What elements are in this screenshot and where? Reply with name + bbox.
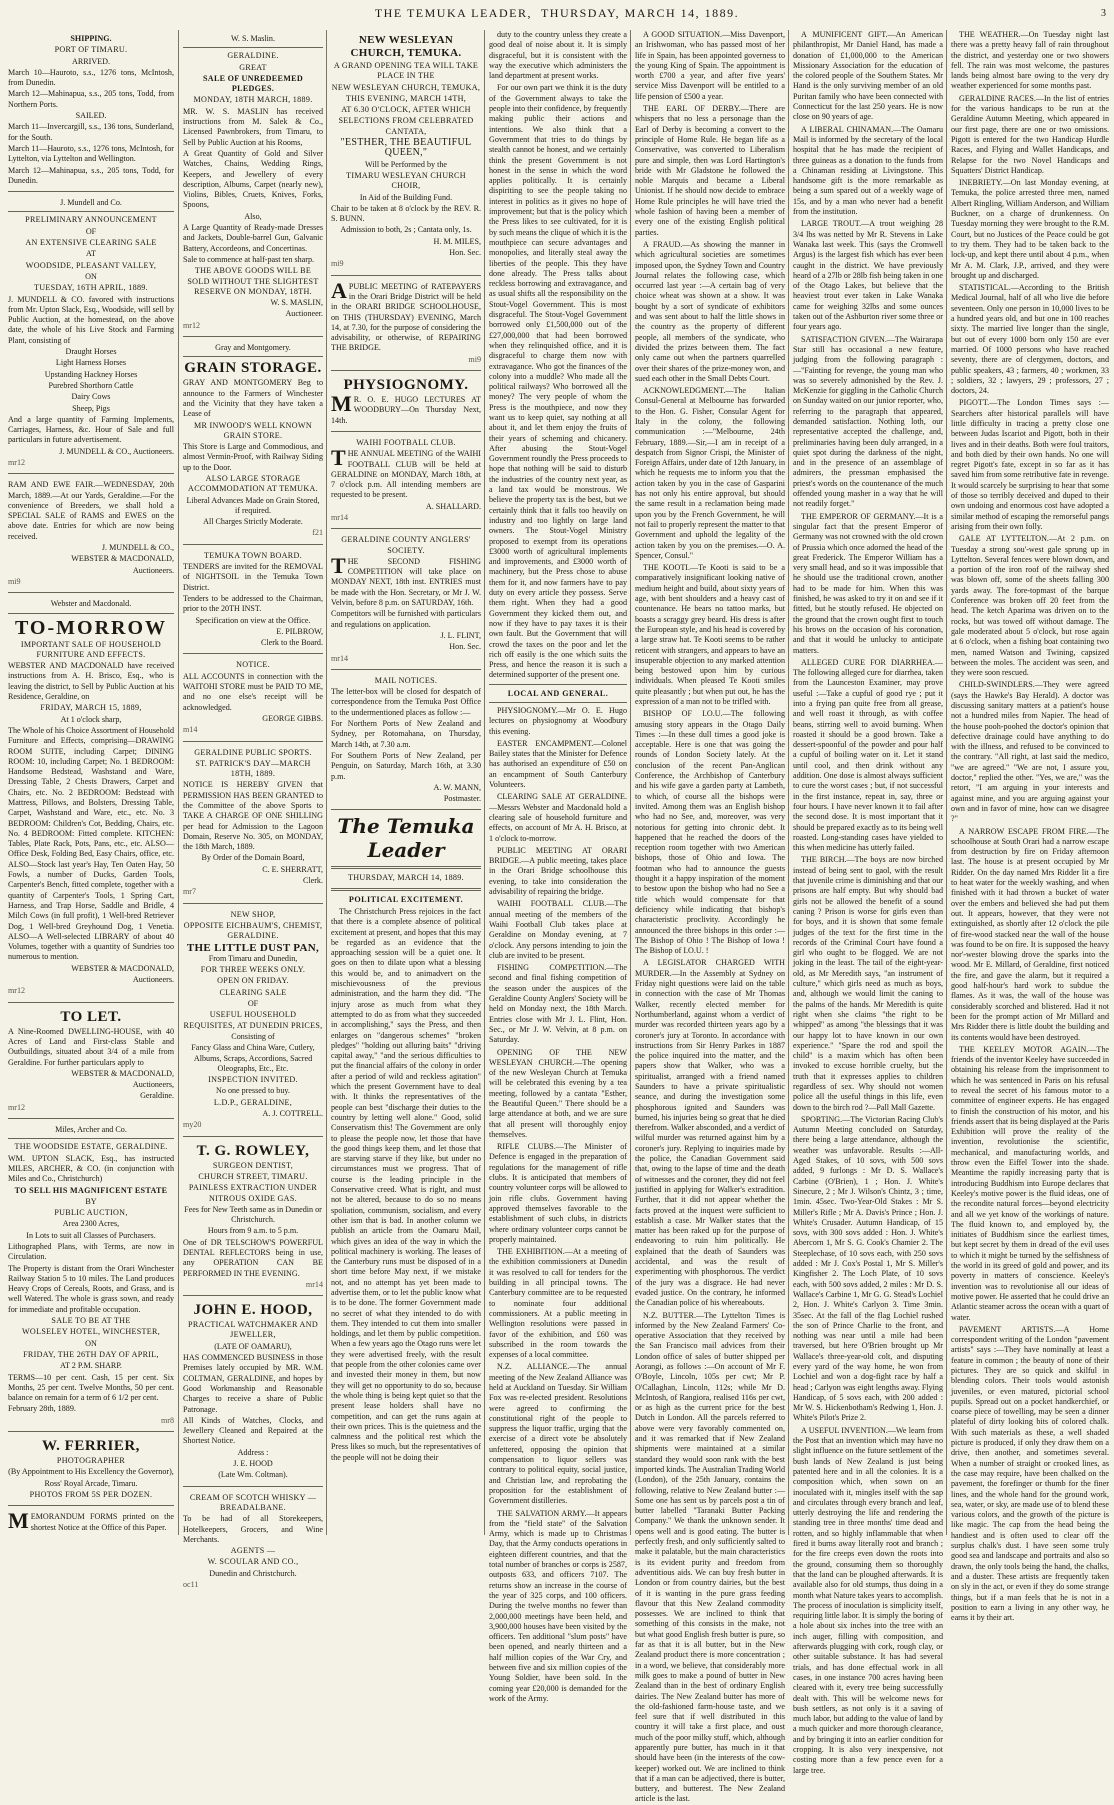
ad-connector: BY [85, 1196, 97, 1206]
ad-signature: GEORGE GIBBS. [262, 713, 323, 723]
ad-signature: WEBSTER & MACDONALD, [71, 963, 174, 973]
ad-address: OPPOSITE EICHBAUM'S, CHEMIST, GERALDINE. [183, 920, 323, 941]
editorial-paragraph: For our own part we think it is the duty of the Government always to take the people into their confidence, by frequently making public their actions and intentions. We also think that a Government that tries to do things by stealth cannot be honest, and we certainly think the present Government is not honest in the sense in which the word applies politically. It is certainly dispiriting to see the people taking no interest in politics as it gives no hope of improvement; but that is the policy which the Press likes to see cultivated, for it is by such means the clique of which it is the mouthpiece can secure advantages and monopolies, and literally steal away the liberties of the people. This they have done already. The Press talks about reckless borrowing and extravagance, and as usual shifts all the responsibility on the Stout-Vogel Government. This is most disgraceful. The Stout-Vogel Government borrowed only £1,500,000 out of the £27,000,000 that had been borrowed when they relinquished office, and it is disgraceful to charge them now with extravagance. Who got the finances of the colony into a muddle? Who made all the political railways? Who borrowed all the money? The very people of whom the Press is the mouthpiece, and now they want us to keep quiet, say nothing at all about it, and let them enjoy the fruits of their years of scheming and chicanery. After abusing the Stout-Vogel Government roundly the Press proceeds to hope that nothing will be said to disturb the industries of the country next year, as a land tax would be monstrous. We believe the property tax is the best, but we certainly think that it falls too heavily on industry and too lightly on large land owners. The Stout-Vogel Ministry proposed to exempt from its operations £3000 worth of agricultural implements and improvements, and £3000 worth of machinery, but the Press chose to abuse them for it, and now farmers have to pay duty on every article they possess. Serve them right. When they had a good Government they kicked them out, and now if they have to pay taxes it is their own fault. But the Government that will crowd the taxes on the poor and let the rich off easily is the one which suits the Press, and hence the reason it is such a determined supporter of the present one. [489, 83, 627, 680]
ad-sale-at: SALE TO BE AT THE [51, 1316, 131, 1326]
ad-body: WM. UPTON SLACK, Esq., has instructed MILES, ARCHER, & CO. (in conjunction with Miles and Co., Christchurch) [8, 1153, 174, 1184]
shipping-title: SHIPPING. [70, 34, 112, 43]
ad-role: Postmaster. [443, 794, 481, 804]
news-item: PAVEMENT ARTISTS.—A Home correspondent writing of the London "pavement artists" says :—They have nominally at least a feature in common ; the beauty of none of their pictures. They are so quick and skilful in blending colors. Their tools would astonish juveniles, or even matured, pictorial school pupils. Spread out on a pocket handkerchief, or coarse piece of towelling, may be seen a dinner plateful of dirty looking bits of colored chalk. With such materials as these, a well shaded picture is produced, if only they draw them on a drive, then another, and sometimes several. When a number of straight or crooked lines, as the case may require, have been chalked on the pavement, the forefinger or thumb for the finer lines, and the whole hand for the ground work, sea, water, or sky, are made use of to blend these various colors, and the growth of the picture is like magic. The cap from the head being the handiest and is often used to clear off the surplus chalk's dust. I have seen some truly good sea and landscape and portraits and also so drawn, the only tools being the hand, the chalks, and a duster. These artists are frequently taken on sly in the act, or even if they do some strange things, but if a man feels that he is not in a position to earn a living in any other way, he earns it by their art. [951, 1324, 1109, 1623]
maslin-pledges-ad [183, 30, 323, 337]
ad-signature: A. W. MANN, [433, 782, 481, 792]
ad-spec: Specification on view at the Office. [195, 615, 311, 625]
town-board-ad [183, 547, 323, 655]
ad-detail: Competitors will be furnished with particulars and regulations on application. [331, 609, 481, 629]
wesleyan-church-ad [331, 30, 481, 276]
ad-title: T. G. ROWLEY, [196, 1142, 310, 1159]
stock-item: Light Harness Horses [55, 358, 127, 368]
mail-notices [331, 672, 481, 811]
ad-order: By Order of the Domain Board, [201, 853, 305, 863]
ad-title: TO LET. [60, 1008, 122, 1025]
ad-code: m14 [183, 725, 198, 735]
ad-chair: Chair to be taken at 8 o'clock by the REV. R. S. BUNN. [331, 203, 481, 224]
hood-watchmaker-ad [183, 1298, 323, 1486]
nameplate-date: THURSDAY, MARCH 14, 1889. [348, 873, 464, 883]
ad-title: CREAM OF SCOTCH WHISKY — BREADALBANE. [189, 1492, 317, 1512]
dust-pan-ad [183, 906, 323, 1137]
anglers-society-ad [331, 531, 481, 670]
ad-title: GERALDINE COUNTY ANGLERS' SOCIETY. [341, 535, 471, 555]
ad-signature: J. MUNDELL & CO., [101, 543, 174, 553]
ad-detail: Tenders to be addressed to the Chairman, prior to the 20TH INST. [183, 593, 323, 614]
ad-address: Ross' Royal Arcade, Timaru. [44, 1478, 138, 1488]
arrived-heading: ARRIVED. [72, 56, 110, 66]
ad-invite: INSPECTION INVITED. [208, 1075, 298, 1085]
ad-role: Auctioneers. [132, 565, 174, 575]
news-item: GALE AT LYTTELTON.—At 2 p.m. on Tuesday a strong sou'-west gale sprung up in Lyttelton. Several fences were blown down, and a portion of the iron roof of the railway shed was blown off, some of the sheets falling 300 yards away. The fore-topmast of the barque Conference was broken off 20 feet from the head. The ketch Aparima was driven on to the rocks, but was towed off without damage. The gale moderated about 5 o'clock, but rose again at 6 o'clock, when a fishing boat containing two men, named Watson and Twining, capsized between the moles. The accident was seen, and they were soon rescued. [951, 534, 1109, 678]
ad-body: TENDERS are invited for the REMOVAL of NIGHTSOIL in the Temuka Town District. [183, 562, 323, 592]
miles-archer-estate-ad [8, 1121, 174, 1432]
news-item: A USEFUL INVENTION.—We learn from the Post that an invention which may have no slight influence on the future settlement of the bush lands of New Zealand is just being patented here and in all the colonies. It is a composition which, when sown on an inoculated with it, mingles itself with the sap and circulates through every branch and leaf, utterly destroying the life and rendering the standing tree in three months' time dead and rotten, and so highly inflammable that when fired it burns away literally root and branch ; for the fire creeps even down the roots into the ground, consuming them so thoroughly that the land can be ploughed afterwards. It is available also for old stumps, thus doing in a month what Nature takes years to accomplish. The process of inoculation is simplicity itself, requiring little labor. It is simply the boring of a hole about six inches into the tree with an inch auger, filling with composition, and afterwards plugging with cork, rough clay, or other suitable substance. It has had several trials, and has done effectual work in all cases, in one instance 700 acres having been cleared with it, every tree being successfully dealt with. This will be welcome news for bush settlers, as not only is it a saving of much labor, but adding to the value of land by a much quicker and more thorough clearance, and by bringing it into an earlier condition for cropping. It is also very inexpensive, not costing more than a few pence even for a large tree. [793, 1425, 943, 1775]
ad-body: To be had of all Storekeepers, Hotelkeepers, Grocers, and Wine Merchants. [183, 1514, 323, 1544]
column-1 [8, 30, 178, 1535]
ad-consist: Consisting of [231, 1031, 275, 1041]
ad-price: PHOTOS FROM 5S PER DOZEN. [29, 1489, 153, 1499]
news-item: A LIBERAL CHINAMAN.—The Oamaru Mail is informed by the secretary of the local hospital that he has made the recipient of three guineas as a donation to the funds from a Chinaman residing at Livingstone. This handsome gift is the more remarkable as being a sum spared out of a weekly wage of 15s, and by a man who never had a benefit from the institution. [793, 124, 943, 217]
ad-from: From Timaru and Dunedin, [208, 953, 298, 963]
news-item: ACKNOWLEDGMENT.—The Italian Consul-General at Melbourne has forwarded to the Hon. G. Fisher, Consular Agent for Italy in the colony, the following communication :—"Melbourne, 24th February, 1889.—Sir,—I am in receipt of a despatch from Signor Crispi, the Minister of Foreign Affairs, under date of 12th January, in which he requests me to inform you that the action taken by you in the case of Gasparini has not only his entire approval, but should the same result in a reclamation being made upon you by the French Government, he will not fail to properly represent the matter to that Government and uphold the legality of the action taken by you on the premises.—O. A. Spencer, Consul." [635, 386, 785, 560]
column-6 [788, 30, 947, 1775]
ad-time: At 1 o'clock sharp, [60, 714, 122, 724]
ad-code: mr7 [183, 887, 197, 897]
ad-subtitle: PUBLIC AUCTION, [54, 1208, 128, 1218]
rowley-dentist-ad [183, 1139, 323, 1297]
ad-role: PHOTOGRAPHER [56, 1456, 126, 1466]
ad-liberal: Liberal Advances Made on Grain Stored, if required. [186, 495, 320, 515]
ad-title: W. FERRIER, [42, 1438, 140, 1455]
ad-clearing: CLEARING SALE [219, 987, 287, 997]
news-item: RIFLE CLUBS.—The Minister of Defence is engaged in the preparation of regulations for the management of rifle clubs. It is anticipated that members of country volunteer corps will be allowed to join rifle clubs. Government having approved themselves favorable to the establishment of such clubs, in districts where ordinary volunteer corps cannot be properly maintained. [489, 1142, 627, 1244]
ad-time: AT 2 P.M. SHARP. [60, 1361, 122, 1371]
firm-name: J. Mundell and Co. [60, 198, 122, 208]
physiognomy-ad [331, 373, 481, 432]
ad-great: GREAT [239, 62, 267, 72]
ad-place: THE WOODSIDE ESTATE, GERALDINE. [14, 1142, 168, 1152]
editorial-paragraph: duty to the country unless they create a good deal of noise about it. It is simply disgraceful, but it is consistent with the way the executive which administers the land department at present works. [489, 30, 627, 81]
news-item: BISHOP OF I.O.U.—The following amusing story appears in the Otago Daily Times :—In these dull times a good joke is acceptable. Here is one that was going the rounds of London Society lately. At the conclusion of the recent Pan-Anglican Conference, the Archbishop of Canterbury and his wife gave a garden party at Lambeth, to which, of course all the bishops were invited. Among them was an English bishop who had no See, and, moreover, was very notorious for getting into chronic debt. It happened that he reached the doors of the reception room together with two American bishops, those of Ohio and Iowa. The footman who had to announce the guests thought it a happy inspiration of the moment to bestow upon the bishop who had no See a title which would compensate for that deficiency while indicating that bishop's characteristic proclivity. Accordingly he announced the three bishops in this order :—The Bishop of Ohio ! The Bishop of Iowa ! The Bishop of I.O.U. ! [635, 709, 785, 956]
ad-late-name: (Late Wm. Coltman). [218, 1470, 288, 1480]
ad-signature: W. SCOULAR AND CO., [207, 1557, 299, 1567]
ad-place: NEW WESLEYAN CHURCH, TEMUKA, [331, 82, 481, 92]
ad-role: SURGEON DENTIST, [212, 1160, 294, 1170]
ad-code: mr12 [8, 457, 26, 467]
ad-terms: TERMS—10 per cent. Cash, 15 per cent. Six Months, 25 per cent. Twelve Months, 50 per cent. balance on remain for a term of 6 1/2 per cent. [8, 1372, 174, 1403]
ad-body: The letter-box will be closed for despatch of correspondence from the Temuka Post Office to the undermentioned places as follow :— [331, 687, 481, 717]
sailing-entry: March 11—Hauroto, s.s., 1276 tons, McIntosh, for Lyttelton, via Lyttelton and Wellington. [8, 143, 174, 164]
ad-esther: "ESTHER, THE BEAUTIFUL QUEEN," [340, 137, 472, 159]
ferrier-photographer-ad [8, 1434, 174, 1506]
ad-dated: February 28th, 1889. [8, 1404, 76, 1414]
ad-cantata: SELECTIONS FROM CELEBRATED CANTATA, [338, 116, 474, 136]
ad-new: NEW SHOP, [230, 909, 276, 919]
waihi-football-ad [331, 434, 481, 529]
news-item: EASTER ENCAMPMENT.—Colonel Bailey states that the Minister for Defence has authorised an expenditure of £50 on an encampment of South Canterbury Volunteers. [489, 738, 627, 790]
ad-code: f21 [312, 528, 323, 538]
news-item: THE WEATHER.—On Tuesday night last there was a pretty heavy fall of rain throughout the district, and yesterday one or two showers fell. The rain was most welcome, the pastures lands being almost bare owing to the very dry weather experienced for some months past. [951, 30, 1109, 91]
ad-code: mr12 [8, 1102, 26, 1112]
news-item: FISHING COMPETITION.—The second and final fishing competition of the season under the auspices of the Geraldine County Anglers' Society will be held on Monday next, the 18th March. Entries close with Mr J. L. Flint, Hon. Sec., or Mr J. W. Velvin, at 8 p.m. on Saturday. [489, 963, 627, 1045]
ad-body: THE SECOND FISHING COMPETITION will take place on MONDAY NEXT, 18th inst. ENTRIES must be made with the Hon. Secretary, or Mr J. W. Velvin, before 8 p.m. on SATURDAY, 16th. [331, 552, 481, 608]
ad-code: mi9 [468, 354, 481, 364]
ad-title: NOTICE. [236, 660, 270, 670]
ad-role: Auctioneers, [132, 1080, 174, 1090]
news-item: CLEARING SALE AT GERALDINE.—Messrs Webster and Macdonald hold a clearing sale of household furniture and effects, on account of Mr A. H. Brisco, at 1 o'clock to-morrow. [489, 792, 627, 843]
editorial-title: POLITICAL EXCITEMENT. [348, 894, 464, 904]
column-2 [178, 30, 327, 1589]
ad-role: PRACTICAL WATCHMAKER AND JEWELLER, [188, 1320, 318, 1340]
ad-body: A Nine-Roomed DWELLING-HOUSE, with 40 Acres of Land and First-class Stable and Outbuildings, situated about 3/4 of a mile from Geraldine. For further particulars apply to [8, 1026, 174, 1067]
ad-address: CHURCH STREET, TIMARU. [198, 1171, 308, 1181]
news-item: N.Z. ALLIANCE.—The annual meeting of the New Zealand Alliance was held at Auckland on Tuesday. Sir William Fox was re-elected president. Resolutions were agreed to confirming the constitutional right of the people to suppress the liquor traffic, urging that the exercise of a direct vote be absolutely unfettered, opposing the opinion that compensation to liquor sellers was contrary to political equity, social justice, and Christian law, and reprobating the proposition for the establishment of Government distilleries. [489, 1362, 627, 1506]
ad-also: Also, [244, 211, 262, 221]
ad-code: mr12 [183, 320, 201, 330]
ad-role: Clerk. [302, 876, 323, 886]
ad-store: MR INWOOD'S WELL KNOWN GRAIN STORE. [194, 420, 312, 440]
ad-body: For Northern Ports of New Zealand and Sydney, per Rotomahana, on Thursday, March 14th, at 7.30 a.m. [331, 719, 481, 749]
news-item: THE EARL OF DERBY.—There are whispers that no less a personage than the Earl of Derby is becoming a convert to the principle of Home Rule. He began life as a Conservative, was converted to Liberalism pure and simple, then was Lord Hartington's bride with Mr Gladstone he followed the noble Marquis and became a Liberal Unionist. If he should now decide to embrace Home Rule principles he will have tried the whole fashion of having been a member of every one of the existing English political parties. [635, 104, 785, 237]
ad-detail: A Great Quantity of Gold and Silver Watches, Chains, Wedding Rings, Keepers, and Jewellery of every description, Albums, Carpet (nearly new), Violins, Bibles, Cruets, Knives, Forks, Spoons, [183, 148, 323, 210]
ad-signature: J. MUNDELL & CO., Auctioneers. [59, 446, 174, 456]
ad-title: THE LITTLE DUST PAN, [186, 941, 320, 954]
column-4 [484, 30, 631, 1703]
to-let-ad [8, 1005, 174, 1119]
news-item: WAIHI FOOTBALL CLUB.—The annual meeting of the members of the Waihi Football Club takes place at Geraldine on Monday evening, at 7 o'clock. Any persons intending to join the club are invited to be present. [489, 899, 627, 960]
ad-agents: AGENTS — [230, 1546, 276, 1556]
ad-title: MAIL NOTICES. [374, 675, 438, 685]
ad-reserve: THE ABOVE GOODS WILL BE SOLD WITHOUT THE SLIGHTEST RESERVE ON MONDAY, 18TH. [187, 266, 319, 296]
column-5 [630, 30, 789, 1804]
sailing-entry: March 11—Invercargill, s.s., 136 tons, Sunderland, for the South. [8, 122, 174, 142]
ad-place: GERALDINE. [227, 51, 279, 61]
news-item: THE KEELEY MOTOR AGAIN.—The friends of the inventor Keeley have succeeded in obtaining his release from the imprisonment to which he was sentenced in Paris on his refusal to reveal the secret of his famous motor to a committee of engineer experts. He has engaged to finish the construction of his motor, and his friends assert that its being displayed at the Paris Exhibition will prove the reality of the invention, revolutionise the scientific, mechanical, and manufacturing worlds, and throw even the Eiffel Tower into the shade. Meantime the rapidly increasing party that is introducing Buddhism into Europe declares that Keeley's motive power is the fluid ideas, one of the recondite natural forces—beyond electricity and all we yet know of the workings of nature. The fluid known to, and employed by, the initiates of Buddhism since the earliest times, but kept secret by them in dread of the evil uses to which it might be turned by the selfishness of the world in its greed of gold and power, and its poverty in matters of conscience. Keeley's invention was to revolutionise all our ideas of motive power. He asserted that he could drive an Atlantic steamer across the ocean with a quart of water. [951, 1044, 1110, 1322]
news-item: A LEGISLATOR CHARGED WITH MURDER.—In the Assembly at Sydney on Friday night questions were laid on the table in connection with the case of Mr Thomas Walker, recently elected member for Northumberland, against whom a verdict of murder was recorded thirteen years ago by a coroner's jury at Toronto. In accordance with instructions from Sir Henry Parkes in 1887 the police inquired into the matter, and the papers show that Walker, who was a spiritualist, arranged with a friend named Saunders to have a private spiritualistic seance, and during the investigation some phosphorous ignited and Saunders was burned, his injuries being so great that he died therefrom. Walker absconded, and a verdict of wilful murder was returned against him by a coroner's jury. Replying to inquiries made by the police, the Canadian Government said that, owing to the lapse of time and the death of witnesses and the coroner, they did not feel justified in applying for Walker's extradition. Further, that it did not appear whether the facts proved at the inquest were sufficient to establish a case. Mr Walker states that the matter has been raked up for the purpose of endeavoring to ruin him politically. He explained that the death of Saunders was accidental, and was the result of experimenting with phosphorous. The verdict of the jury was a disgrace. He had never evaded justice. On the contrary, he informed the Canadian police of his whereabouts. [635, 958, 785, 1308]
ad-title: PHYSIOGNOMY. [343, 377, 469, 394]
page-number: 3 [1101, 8, 1106, 19]
local-general-title: LOCAL AND GENERAL. [507, 688, 609, 698]
news-item: STATISTICAL.—According to the British Medical Journal, half of all who live die before seventeen. Only one person in 10,000 lives to be a hundred years old, and but one in 100 reaches sixty. The married live longer than the single, but out of every 1000 born only 150 are ever married. Of 1000 persons who have reached seventy, there are of clergymen, doctors, and public speakers, 43 ; farmers, 40 ; workmen, 33 ; soldiers, 32 ; lawyers, 29 ; professors, 27 ; doctors, 24. [951, 283, 1109, 396]
arrival-entry: March 10—Hauroto, s.s., 1276 tons, McIntosh, from Dunedin. [8, 67, 174, 88]
editorial-paragraph: The Christchurch Press rejoices in the fact that there is a complete absence of political excitement at present, and hopes that this may be regarded as an evidence that the approaching session will be a quiet one. It goes on then to dilate upon what a blessing this would be, and to animadvert on the mischievousness of the previous administration, and the harm they did. "The injury arose as much from what they attempted to do as from what they succeeded in accomplishing," says the Press, and then enlarges on "dangerous schemes" "broken pledges" "holding out alluring baits" "driving capital away," "and the serious difficulties to put the financial affairs of the colony in order after a period of wild and reckless agitation" which the present Government have to deal with. It thinks the representatives of the people can best "discharge their duties to the country by letting well alone." Good, solid Conservatism this! The Government are only to please the people now, let those that have the good things keep them, and let those that are starving starve if they like, but under no circumstances must we progress. That of course is the leading principle in the Conservative creed. What is right, and must not be altered, because to do so no means spoliation, communism, socialism, and every other ism that is bad. In another column we publish an article from the Oamaru Mail, which gives an idea of the way in which the political machinery is working. The leases of the Canterbury runs must be disposed of in a short time before May next, if we mistake not, and no attempt has yet been made to advertise them, or to let the public know what is to be done. The former Government made no secret of what they intended to do with them. They intended to cut them into smaller holdings, and let them by public competition. When a few years ago the Otago runs were let they were advertised freely, with the result that people from the other colonies came over and invested their money in them, but now they will get no opportunity to do so, because the whole thing is being kept quiet so that the present lease holders shall have no competition, and can get the runs again at their own prices. This is the quietness and the calmness and the political rest which the Press likes so much, but the representatives of the people will not be doing their [331, 907, 481, 1462]
news-item: GERALDINE RACES.—In the list of entries for the various handicaps to be run at the Geraldine Autumn Meeting, which appeared in our first page, there are one or two omissions. Pigott is entered for the two Handicap Hurdle Races, and Flying and Wallet Handicaps, and Relapse for the two Novel Handicaps and Squatters' District Handicap. [951, 93, 1109, 175]
ad-body: J. MUNDELL & CO. favored with instructions from Mr. Upton Slack, Esq., Woodside, will sell by Public Auction, at the homestead, on the above date, the whole of his Live Stock and Farming Plant, consisting of [8, 294, 174, 345]
news-item: THE BIRCH.—The boys are now birched instead of being sent to gaol, with the result that juvenile crime is diminishing and that our prisons are half empty. But why should bad girls not be allowed the benefit of a sound caning ? Prison is worse for girls even than for boys, and it is shown that some female judges of the text for the first time in the records of the Criminal Court have found a girl who ought to be flogged. We are not joking in the least. The tail of the eight-year-old, as Mr Meredith says, "an instrument of culture," which girls need as much as boys, and, although we would limit the caning to the palms of the hands. Mr Meredith is quite right when she claims "the right to be whipped" as among "the blessings that it was our happy lot to have known in our own experience." "Spare the rod and spoil the child" is a maxim which has often been invoked to excuse horrible cruelty, but the truth that it expresses applies to children regardless of sex. Why should not women police all the useful things in this life, even down to the birch rod ?—Pall Mall Gazette. [793, 855, 943, 1112]
ad-area: Area 2300 Acres, [62, 1219, 120, 1229]
ad-date: FRIDAY, THE 26TH DAY OF APRIL, [23, 1349, 159, 1359]
news-item: THE EMPEROR OF GERMANY.—It is a singular fact that the present Emperor of Germany was not crowned with the old crown of Prussia which once adorned the head of the great Frederick. The Emperor William has a very small head, and so it was impossible that he should use the traditional crown, another had to be made for him. When this was finished, he was asked to try it on and see if it fitted, but he stoutly refused. He objected on the ground that the crown ought first to touch his brows on the occasion of his coronation, and that it would be unlucky to anticipate matters. [793, 511, 943, 655]
ad-code: my20 [183, 1120, 202, 1130]
ad-title: GRAIN STORAGE. [184, 360, 322, 377]
memorandum-forms-ad [8, 1508, 174, 1538]
ad-code: mr14 [331, 512, 349, 522]
ad-firm: L.D.P., GERALDINE, [213, 1097, 293, 1107]
ad-title: NEW WESLEYAN CHURCH, TEMUKA. [350, 34, 462, 59]
ad-place: Geraldine. [140, 1091, 174, 1101]
sailing-entry: March 12—Mahinapua, s.s., 205 tons, Todd, for Dunedin. [8, 165, 174, 185]
ad-litho: Lithographed Plans, with Terms, are now in Circulation. [8, 1241, 174, 1262]
ad-signature: J. L. FLINT, [440, 630, 481, 640]
ad-weeks: FOR THREE WEEKS ONLY. [200, 965, 306, 975]
ad-hotel: WOLSELEY HOTEL, WINCHESTER, [21, 1327, 161, 1337]
stock-item: Purebred Shorthorn Cattle [48, 380, 134, 390]
ram-ewe-fair-ad [8, 476, 174, 593]
ad-time: Sale to commence at half-past ten sharp. [183, 254, 315, 264]
ad-body: ALL ACCOUNTS in connection with the WAITOHI STORE must be PAID TO ME, and no one else's receipt will be acknowledged. [183, 671, 323, 712]
grain-storage-ad [183, 339, 323, 545]
ad-tail: And a large quantity of Farming Implements, Carriages, Harness, &c. Hour of Sale and full particulars in future advertisement. [8, 414, 174, 445]
ad-body: NOTICE IS HEREBY GIVEN that PERMISSION HAS BEEN GRANTED to the Committee of the above Sports to TAKE A CHARGE OF ONE SHILLING per head for Admission to the Lagoon Domain, Reserve No. 305, on MONDAY, the 18th March, 1889. [183, 780, 323, 852]
firm-name: Gray and Montgomery. [215, 343, 291, 353]
scotch-whisky-ad [183, 1489, 323, 1596]
ad-signature: J. E. HOOD [233, 1459, 273, 1469]
ad-address-label: Address : [237, 1447, 269, 1457]
ad-hours: Hours from 9 a.m. to 5 p.m. [207, 1226, 299, 1236]
ad-appointment: (By Appointment to His Excellency the Governor), [8, 1467, 174, 1477]
ad-date: TUESDAY, 16TH APRIL, 1889. [34, 283, 148, 293]
ad-connector: ON [85, 271, 97, 281]
editorial-nameplate [331, 814, 481, 890]
firm-name: Miles, Archer and Co. [55, 1125, 127, 1135]
ad-subtitle: IMPORTANT SALE OF HOUSEHOLD FURNITURE AND EFFECTS. [20, 639, 162, 659]
ad-title: SALE OF UNREDEEMED PLEDGES. [203, 73, 303, 94]
ad-useful: USEFUL HOUSEHOLD REQUISITES, AT DUNEDIN PRICES, [183, 1010, 323, 1030]
news-item: PIGOTT.—The London Times says :—Searchers after historical parallels will have little difficulty in tracing a pretty close one between Judas Iscariot and Pigott, both in their lives and in their deaths. Both were foul traitors, and both died by their own hands. No one will regret Pigott's fate, except in so far as it has saved him from some retributive fate in revenge. It would scarcely be surprising to hear that some of those so terribly deceived and duped to their own undoing and enormous cost have adopted a similar method of escaping the remorseful pangs arising from their own folly. [951, 398, 1109, 531]
ad-grand: A GRAND OPENING TEA WILL TAKE PLACE IN THE [333, 61, 479, 81]
firm-name: W. S. Maslin. [231, 34, 275, 43]
masthead: THE TEMUKA LEADER, THURSDAY, MARCH 14, 1889. [374, 6, 740, 20]
ad-detail: The Whole of his Choice Assortment of Household Furniture and Effects, comprising—DRAWING ROOM SUITE, including Carpet; DINING ROOM: 10, including Carpet; No. 1 BEDROOM: Handsome Bedstead, Washstand and Ware, Dressing Table, 2 Chests Drawers, Carpet and Chairs, etc. No. 2 BEDROOM: Bedstead with Mattress, Pillows, and Bolsters, Dressing Table, Carpet, Washstand and Ware, etc., etc. No. 3 BEDROOM: Children's Cot, Bedding, Chairs, etc. No. 4 BEDROOM: Fitted complete. KITCHEN: Tables, Plate Rack, Pots, Pans, etc., etc. ALSO—Office Desk, Folding Bed, Easy Chairs, office, etc. ALSO—Stock last year's Hay, Ten Oaten Hay, 50 Fowls, a number of Ducks, Garden Tools, Carpenter's Bench, fitted complete, together with a quantity of Carpenter's Tools, 1 Spring Cart, Harness, and Trap Horse, Saddle and Bridle, 4 Milch Cows (in full profit), 1 Well-bred Retriever Dog, 1 Well-bred Greyhound Dog, 1 Venetia. ALSO—A Well-selected LIBRARY of about 40 Volumes, together with a quantity of Sundries too numerous to mention. [8, 725, 174, 962]
ad-code: mr12 [8, 986, 26, 996]
public-sports-ad [183, 744, 323, 904]
paper-title: THE TEMUKA LEADER [374, 6, 528, 20]
arrival-entry: March 12—Mahinapua, s.s., 205 tons, Todd, from Northern Ports. [8, 89, 174, 109]
ad-body: HAS COMMENCED BUSINESS in those Premises lately occupied by MR. W.M. COLTMAN, GERALDINE, and hopes by Good Workmanship and Reasonable Charges to receive a share of Public Patronage. [183, 1353, 323, 1414]
ad-admission: Admission to both, 2s ; Cantata only, 1s. [340, 225, 472, 235]
ad-title: TEMUKA TOWN BOARD. [204, 550, 302, 560]
news-item: PHYSIOGNOMY.—Mr O. E. Hugo lectures on physiognomy at Woodbury this evening. [489, 706, 627, 736]
news-item: LARGE TROUT.—A trout weighing 28 3/4 lbs was netted by Mr R. Stevens in Lake Wanaka last week. This (says the Cromwell Argus) is the largest fish which has ever been caught in the district. We have previously heard of a 27lb or 28lb fish being taken in one of the Otago Lakes, but believe that the heaviest trout ever taken in Lake Wanaka came for weighing 32lbs and some ounces taken out of the Ashburton river some three or four years ago. [793, 219, 943, 332]
news-item: OPENING OF THE NEW WESLEYAN CHURCH.—The opening of the new Wesleyan Church at Temuka will be celebrated this evening by a tea meeting, followed by a cantata "Esther, the Beautiful Queen." There should be a large attendance at both, and we are sure that all present will thoroughly enjoy themselves. [489, 1047, 627, 1139]
news-item: SATISFACTION GIVEN.—The Wairarapa Star still has occasional a new feature, judging from the following paragraph :—"Fainting for revenge, the young man who was so severely admonished by the Rev. J. McKenzie for giggling in the Catholic Church on Sunday waited on our junior reporter, who, referring to the paragraph that appeared, demanded satisfaction. Nothing loth, our representative accepted the challenge, and, preliminaries having been duly arranged, in a quiet spot during the darkness of the night, and in the presence of an assemblage of admirers, the pressman emphasised the priest's words on the countenance of the much offended young masher in a way that he will not readily forget." [793, 334, 943, 509]
ad-day: ST. PATRICK'S DAY—MARCH 18TH, 1889. [195, 758, 311, 779]
ad-title: JOHN E. HOOD, [193, 1302, 313, 1319]
ad-open: OPEN ON FRIDAY. [217, 976, 289, 986]
firm-name: Webster and Macdonald. [50, 599, 132, 609]
ad-also: ALSO LARGE STORAGE ACCOMMODATION AT TEMUKA. [188, 473, 318, 494]
ad-connector: OF [85, 226, 97, 236]
ad-body: APUBLIC MEETING of RATEPAYERS in the Orari Bridge District will be held in the ORARI BRIDGE SCHOOLHOUSE, on THIS (THURSDAY) EVENING, March 14, at 7.30, for the purpose of considering the advisability, or otherwise, of REPAIRING THE BRIDGE. [331, 277, 481, 353]
stock-item: Draught Horses [65, 347, 117, 357]
news-item: CHILD-SWINDLERS.—They were agreed (says the Hawke's Bay Herald). A doctor was discussing sanitary matters at a patient's house not a hundred miles from Napier. The head of the house pooh-poohed the doctor's opinion that defective drainage could have anything to do with the illness, and refused to be convinced to the contrary. "All right, at last said the medico, "we are agreed." "We are not, I assure you, doctor," replied the other. "Yes, we are," was the retort, "I am arguing in your interests and against mine, and you are arguing against your own and in favor of mine, how can we disagree ?" [951, 680, 1109, 824]
ad-date: FRIDAY, MARCH 15, 1889, [40, 703, 142, 713]
ad-code: mr14 [305, 1279, 323, 1289]
nameplate-title: The Temuka Leader [337, 814, 475, 863]
news-item: THE SALVATION ARMY.—It appears from the "field state" of the Salvation Army, which is made up to Christmas Day, that the Army conducts operations in eighteen different countries, and that the total number of branches or corps is 2587, outposts 633, and officers 7107. The returns show an increase in the course of the year of 325 corps, and 100 officers. During the twelve months no fewer than 2,000,000 meetings have been held, and 3,900,000 houses have been visited by the officers. Ten additional "slum posts" have been opened, and nearly thirteen and a half million copies of the War Cry, and between five and six million copies of the Young Soldier, have been sold. In the coming year £20,000 is demanded for the work of the Army. [489, 1508, 627, 1703]
news-item: PUBLIC MEETING AT ORARI BRIDGE.—A public meeting, takes place in the Orari Bridge schoolhouse this evening, to take into consideration the advisability of repairing the bridge. [489, 845, 627, 897]
webster-sale-ad [8, 595, 174, 1002]
column-7 [946, 30, 1113, 1623]
stock-item: Sheep, Pigs [72, 403, 110, 413]
ad-aid: In Aid of the Building Fund. [359, 192, 453, 202]
ad-connector: OF [247, 999, 259, 1009]
ad-body: MR. W. S. MASLIN has received instructions from M. Salek & Co., Licensed Pawnbrokers, from Timaru, to Sell by Public Auction at his Rooms, [183, 106, 323, 147]
ad-role: Hon. Sec. [449, 642, 481, 652]
ad-date: THIS EVENING, MARCH 14TH, [345, 93, 467, 103]
ad-role: Auctioneers. [132, 975, 174, 985]
news-item: THE EXHIBITION.—At a meeting of the exhibition commissioners at Dunedin it was resolved to call for tenders for the building in all principal towns. The Canterbury committee are to be requested to nominate four additional commissioners. At a public meeting in Wellington resolutions were passed in favor of the exhibition, and £60 was subscribed in the room towards the expenses of a local committee. [489, 1247, 627, 1360]
ad-code: mr14 [331, 653, 349, 663]
ad-place: WOODSIDE, PLEASANT VALLEY, [25, 260, 157, 270]
ad-role: Clerk to the Board. [260, 638, 323, 648]
ad-code: oc11 [183, 1580, 199, 1589]
ad-pain: PAINLESS EXTRACTION UNDER NITROUS OXIDE GAS. [188, 1183, 318, 1203]
news-item: THE KOOTI.—Te Kooti is said to be a comparatively insignificant looking native of medium height and build, about sixty years of age, with bent shoulders and a heavy cast of countenance. He bears no tattoo marks, but boasts a scraggy grey beard. His dress is after the European style, and his head is covered by a large straw hat. Te Kooti seems to be rather reticent with strangers, and appears to have an insuperable objection to any marked attention being bestowed upon him by curious individuals. When pleased Te Kooti smiles quite pleasantly ; but when put out, he has the expression of a man not to be trifled with. [635, 563, 785, 706]
stock-item: Dairy Cows [71, 392, 111, 402]
ad-body: WEBSTER AND MACDONALD have received instructions from A. H. Brisco, Esq., who is leaving the district, to Sell by Public Auction at his Residence, Geraldine, on [8, 661, 174, 702]
column-3 [326, 30, 485, 1535]
ad-fees: Fees for New Teeth same as in Dunedin or Christchurch. [184, 1204, 322, 1225]
ad-role: Hon. Sec. [449, 248, 481, 258]
ad-time: AT 6.30 O'CLOCK, AFTER WHICH [341, 105, 471, 115]
ad-title: WAIHI FOOTBALL CLUB. [356, 437, 456, 447]
ad-detail: This Store is Large and Commodious, and almost Vermin-Proof, with Railway Siding up to the Door. [183, 442, 323, 472]
issue-date: THURSDAY, MARCH 14, 1889. [540, 6, 740, 20]
ad-signature: A. J. COTTRELL. [262, 1109, 323, 1119]
news-item: A GOOD SITUATION.—Miss Davenport, an Irishwoman, who has passed most of her life in Spain, has been appointed governess to the young King of Spain. The appointment is worth £700 a year, and after five years' service Miss Davenport will be entitled to a life pension of £500 a year. [635, 30, 785, 101]
news-item: ALLEGED CURE FOR DIARRHEA.—The following alleged cure for diarrhea, taken from the Launceston Examiner, may prove useful :—Take a cupful of good rye ; put it into a frying pan quite free from all grease, and well roast it through, as with coffee beans, stirring well to avoid burning. When roasted it should be a good brown. Take a dessert-spoonful of the powder and pour half a cupful of boiling water on it. Let it stand until cool, and then drink without any addition. One dose is almost always sufficient to cure the worst cases ; but, if not successful in the first instance, repeat in, say, three or four hours. I have never known it to fail after the second dose. It is most important that it should be prepared exactly as to its being well roasted. Long-standing cases have yielded to this when medicine has utterly failed. [793, 657, 943, 853]
ad-detail: The Property is distant from the Orari Winchester Railway Station 5 to 10 miles. The Land produces Heavy Crops of Cereals, Roots, and Grass, and is well Watered. The whole is grass sown, and ready for immediate and profitable occupation. [8, 1263, 174, 1314]
ad-by: Will be Performed by the [365, 159, 447, 169]
stock-item: Upstanding Hackney Horses [44, 369, 138, 379]
ad-subtitle: AN EXTENSIVE CLEARING SALE [25, 238, 157, 248]
ad-signature: H. M. MILES, [433, 236, 481, 246]
ad-signature: A. SHALLARD. [425, 501, 481, 511]
ad-title: PRELIMINARY ANNOUNCEMENT [25, 215, 157, 225]
ad-title: TO-MORROW [14, 616, 168, 639]
ad-title: GERALDINE PUBLIC SPORTS. [194, 747, 312, 757]
ad-connector: AT [86, 249, 96, 259]
ad-detail: All Kinds of Watches, Clocks, and Jewellery Cleaned and Repaired at the Shortest Notice. [183, 1415, 323, 1446]
ad-press: No one pressed to buy. [216, 1086, 290, 1096]
shipping-notice [8, 30, 174, 192]
ad-signature: W. S. MASLIN, [270, 298, 323, 308]
news-item: SPORTING.—The Victorian Racing Club's Autumn Meeting concluded on Saturday, there being a large attendance, although the weather was unfavorable. Results :—All-Aged Stakes, of 10 sovs, with 500 sovs added, 9 furlongs : Mr D. S. Wallace's Carbine (O'Brien), 1 ; Hon. J. White's Sinecure, 2 ; Mr J. Wilson's Chintz, 3 ; time, 1min. 45sec. Two-Year-Old Stakes : Mr S. Miller's Rifle ; Mr A. Davis's Prince ; Hon. J. White's Crusader. Autumn Handicap, of 15 sovs, with 300 sovs added : Hon. J. White's Abercorn 1, Mr S. G. Cook's Chamier 2. The Steeplechase, of 10 sovs each, with 250 sovs added : Mr J. Cox's Postal 1, Mr S. Miller's Kingfisher 2. The Loch Plate, of 10 sovs each, with 500 sovs added, 2 miles : Mr D. S. Wallace's Carbine 1, Mr G. G. Stead's Lochiel 2, Hon. J. White's Carlyon 3. Time 3min. 35sec. At the fall of the flag Lochiel rushed the son of Prince Charlie to the front, and nothing was near until a mile had been traversed, but here O'Brien brought up Mr Wallace's three-year-old colt, and disputing every yard of the way home, he won from Lochiel and won a dog-fight race by half a head ; Carlyon was eight lengths away. Flying Handicap, of 5 sovs each, with 200 added : Mr W. S. Hickenbotham's Redwing 1, Hon. J. White's Pilot's Prize 2. [793, 1114, 943, 1423]
ad-place: Dunedin and Christchurch. [209, 1568, 297, 1578]
ad-body: GRAY AND MONTGOMERY Beg to announce to the Farmers of Winchester and the Vicinity that they have taken a Lease of [183, 378, 323, 419]
ad-tels: One of DR TELSCHOW'S POWERFUL DENTAL REFLECTORS being in use, any OPERATION CAN BE PERFORMED IN THE EVENING. [183, 1237, 323, 1278]
ad-signature: C. E. SHERRATT, [262, 864, 323, 874]
news-item: A NARROW ESCAPE FROM FIRE.—The schoolhouse at South Orari had a narrow escape from destruction by fire on Friday afternoon last. The house is at present occupied by Mr Ridder. On the day named Mrs Ridder lit a fire to heat water for the weekly washing, and when finished with it had thrown a bucket of water over the embers and believed she had put them out. It appears, however, that they were not extinguished, as shortly after 12 o'clock the pile of fire-wood stacked near the wall of the house was found to be on fire. It is supposed the heavy nor'-wester blowing drove the sparks into the wood. Mr E. Millard, of Geraldine, first noticed the fire, and gave the alarm, but it required a good half-hour's hard work to subdue the flames. As it was, the wall of the house was considerably scorched and blistered. Had it not been for the prompt action of Mr Millard and Mrs Ridder there is little doubt the building and its contents would have been destroyed. [951, 826, 1109, 1042]
ad-body: MR. O. E. HUGO LECTURES AT WOODBURY—On Thursday Next, 14th. [331, 391, 481, 425]
news-item: A FRAUD.—As showing the manner in which agricultural societies are sometimes imposed upon, the Sydney Town and Country Journal relates the following case, which occurred last year :—A certain bag of very choice wheat was shown at a show. It was bought by a sort of syndicate of exhibitors and was sent about to half the little shows in the country as the property of different people, all members of the syndicate, who divided the prizes between them. The fact only came out when the partners quarrelled over their shares of the prize-money won, and sued each other in the Small Debts Court. [635, 239, 785, 383]
ad-connector: ON [85, 1338, 97, 1348]
ad-date: MONDAY, 18TH MARCH, 1889. [193, 95, 313, 105]
ad-body: RAM AND EWE FAIR.—WEDNESDAY, 20th March, 1889.—At our Yards, Geraldine.—For the convenience of Breeders, we shall hold a SPECIAL SALE of RAMS and EWES on the above date. Entries for which are now being received. [8, 480, 174, 541]
ad-title: TO SELL HIS MAGNIFICENT ESTATE [14, 1185, 168, 1195]
ad-body: MEMORANDUM FORMS printed on the shortest Notice at the Office of this Paper. [8, 1508, 174, 1534]
ratepayers-meeting-ad [331, 278, 481, 371]
ad-choir: TIMARU WESLEYAN CHURCH CHOIR, [346, 170, 466, 191]
ad-late: (LATE OF OAMARU), [214, 1341, 292, 1351]
ad-charges: All Charges Strictly Moderate. [203, 517, 303, 527]
sailed-heading: SAILED. [75, 111, 107, 121]
mundell-clearing-sale-ad [8, 194, 174, 474]
ad-signature: E. PILBROW, [276, 626, 323, 636]
ad-signature: WEBSTER & MACDONALD, [71, 1068, 174, 1078]
waitohi-notice-ad [183, 656, 323, 741]
ad-role: Auctioneer. [285, 309, 323, 319]
ad-code: mr8 [160, 1415, 174, 1425]
news-item: INEBRIETY.—On last Monday evening, at Temuka, the police arrested three men, named Albert Ringling, William Anderson, and William Buckner, on a charge of drunkenness. On Tuesday morning they were brought to the R.M. Court, but no Justices of the Peace could be got to try them. They had to be taken back to the lock-up, and kept there until about 4 p.m., when Mr A. M. Clark, J.P., arrived, and they were brought up and discharged. [951, 178, 1109, 280]
ad-also-detail: A Large Quantity of Ready-made Dresses and Jackets, Double-barrel Gun, Galvanic Battery, Accordeons, and Concertinas. [183, 223, 323, 253]
ad-body: For Southern Ports of New Zealand, per Penguin, on Saturday, March 16th, at 3.30 p.m. [331, 750, 481, 781]
ad-code: mi9 [8, 576, 21, 586]
ad-body: THE ANNUAL MEETING of the WAIHI FOOTBALL CLUB will be held at GERALDINE on MONDAY, March 18th, at 7 o'clock p.m. All intending members are requested to be present. [331, 445, 481, 500]
ad-lots: In Lots to suit all Classes of Purchasers. [26, 1230, 156, 1240]
ad-code: mi9 [331, 259, 344, 269]
ad-signature: WEBSTER & MACDONALD, [71, 554, 174, 564]
shipping-port: PORT OF TIMARU. [54, 45, 128, 55]
news-item: N.Z. BUTTER.—The Lyttelton Times is informed by the New Zealand Farmers' Co-operative Association that they received by the San Francisco mail advices from their London office of sales of butter shipped per Aorangi, as follows :—On account of Mr F. O'Boyle, Lincoln, 105s per cwt; Mr P. O'Callaghan, Lincoln, 112s; while Mr D. McIntosh, of Rangiora, realised 116s per cwt, or as high as the current price for the best Dutch in London. All the parcels referred to above were very favorably commented on, and it was remarked that if New Zealand shipments were maintained at a similar standard they would soon rank with the best imported kinds. The Australian Trading World (London), of the 25th January, contains the following, relative to New Zealand butter :—Some one has sent us by parcels post a tin of butter labelled "Taranaki Butter Packing Company." We thank the unknown sender. It opens well and is good eating. The butter is perfectly fresh, and only sufficiently salted to make it palatable, but the main characteristics is its evident purity and freedom from adventitious aids. We can buy fresh butter in London or from country dairies, but the best of it is wanting in the pure grass feeding flavour that this New Zealand commodity possesses. We are inclined to think that something of this consists in the make, not but what good English fresh butter is pure, so far as that it is all butter, but in the New Zealand product there is more concentration ; in a word, we believe, that considerably more milk goes to make a pound of butter in New Zealand than in the best of ordinary English dairies. The New Zealand butter has more of the old-fashioned farm-house taste, and we feel sure that if well distributed in this country it will take a first place, and oust much of the poor milky stuff, which, although apparently pure butter, has much in it that should have been (in the interests of the cow-keeper) worked out. We are inclined to think that if a man can be adjectived, there is butter, buttery, and butterest. The New Zealand article is the last. [635, 1310, 785, 1804]
ad-items: Fancy Glass and China Ware, Cutlery, Albums, Scraps, Accordions, Sacred Oleographs, Etc., Etc. [191, 1043, 315, 1073]
news-item: A MUNIFICENT GIFT.—An American philanthropist, Mr Daniel Hand, has made a donation of £1,000,000 to the American Missionary Association for the education of the colored people of the Southern States. Mr Hand is the only surviving member of an old Puritan family who have been connected with Connecticut for the last 250 years. He is now close on 90 years of age. [793, 30, 943, 122]
